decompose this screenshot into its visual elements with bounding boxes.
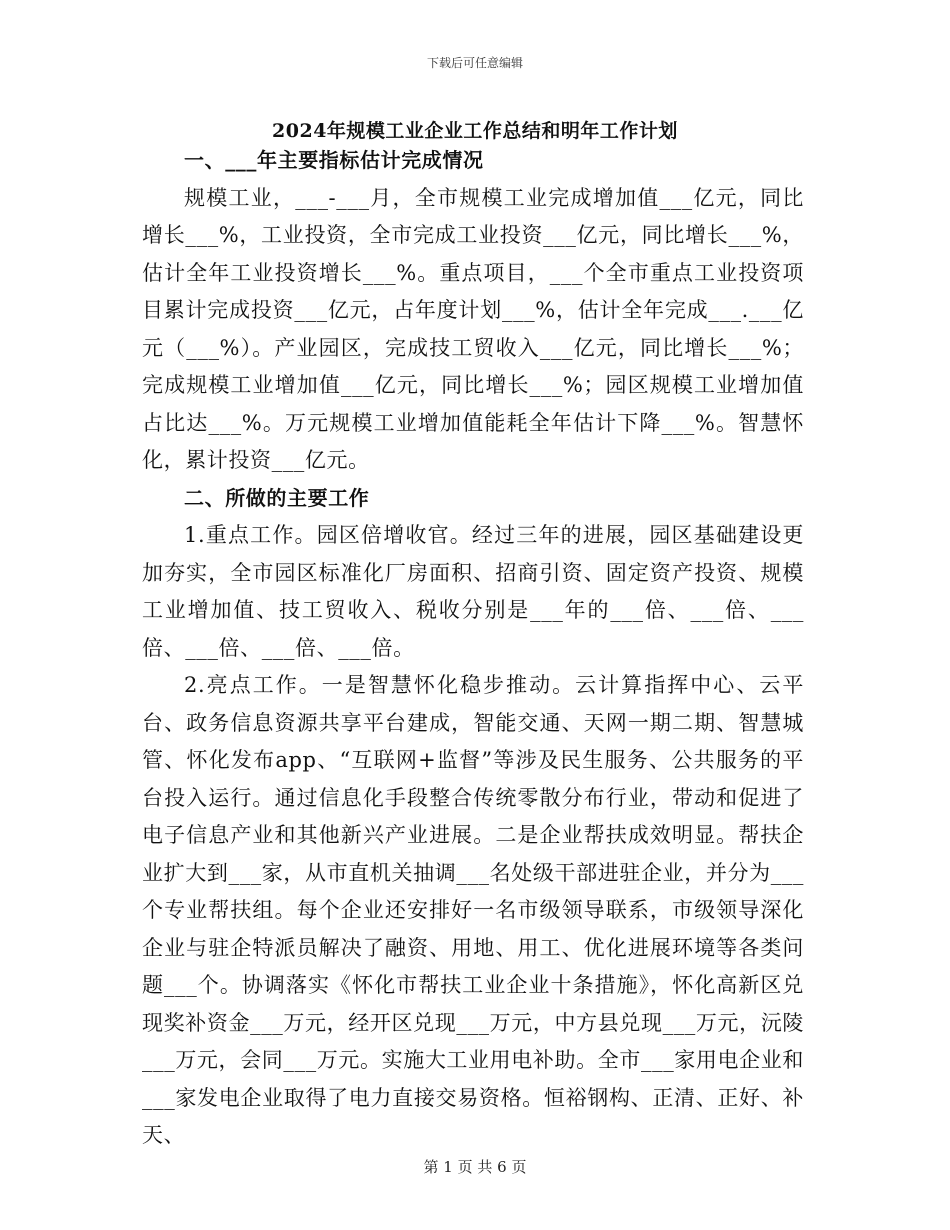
- page-footer: 第 1 页 共 6 页: [423, 1158, 527, 1176]
- section-heading-2: 二、所做的主要工作: [184, 485, 370, 510]
- section-2-paragraph-2: 2.亮点工作。一是智慧怀化稳步推动。云计算指挥中心、云平台、政务信息资源共享平台建成，智能交通、天网一期二期、智慧城管、怀化发布app、“互联网+监督”等涉及民生服务、公共服务的平台投入运行。通过信息化手段整合传统零散分布行业，带动和促进了电子信息产业和其他新兴产业进展。二是企业帮扶成效明显。帮扶企业扩大到___家，从市直机关抽调___名处级干部进驻企业，并分为___个专业帮扶组。每个企业还安排好一名市级领导联系，市级领导深化企业与驻企特派员解决了融资、用地、用工、优化进展环境等各类问题___个。协调落实《怀化市帮扶工业企业十条措施》，怀化高新区兑现奖补资金___万元，经开区兑现___万元，中方县兑现___万元，沅陵___万元，会同___万元。实施大工业用电补助。全市___家用电企业和___家发电企业取得了电力直接交易资格。恒裕钢构、正清、正好、补天、: [142, 673, 804, 1147]
- header-note: 下载后可任意编辑: [426, 56, 523, 70]
- section-2-paragraph-1: 1.重点工作。园区倍增收官。经过三年的进展，园区基础建设更加夯实，全市园区标准化厂房面积、招商引资、固定资产投资、规模工业增加值、技工贸收入、税收分别是___年的___倍、___倍、___倍、___倍、___倍、___倍。: [142, 523, 804, 660]
- section-heading-1: 一、___年主要指标估计完成情况: [184, 148, 484, 172]
- document-title: 2024年规模工业企业工作总结和明年工作计划: [272, 120, 678, 142]
- section-1-paragraph-1: 规模工业，___-___月，全市规模工业完成增加值___亿元，同比增长___%，工业投资，全市完成工业投资___亿元，同比增长___%，估计全年工业投资增长___%。重点项目，___个全市重点工业投资项目累计完成投资___亿元，占年度计划___%，估计全年完成___.___亿元（___%）。产业园区，完成技工贸收入___亿元，同比增长___%；完成规模工业增加值___亿元，同比增长___%；园区规模工业增加值占比达___%。万元规模工业增加值能耗全年估计下降___%。智慧怀化，累计投资___亿元。: [142, 185, 804, 472]
- document-body: [142, 142, 804, 1155]
